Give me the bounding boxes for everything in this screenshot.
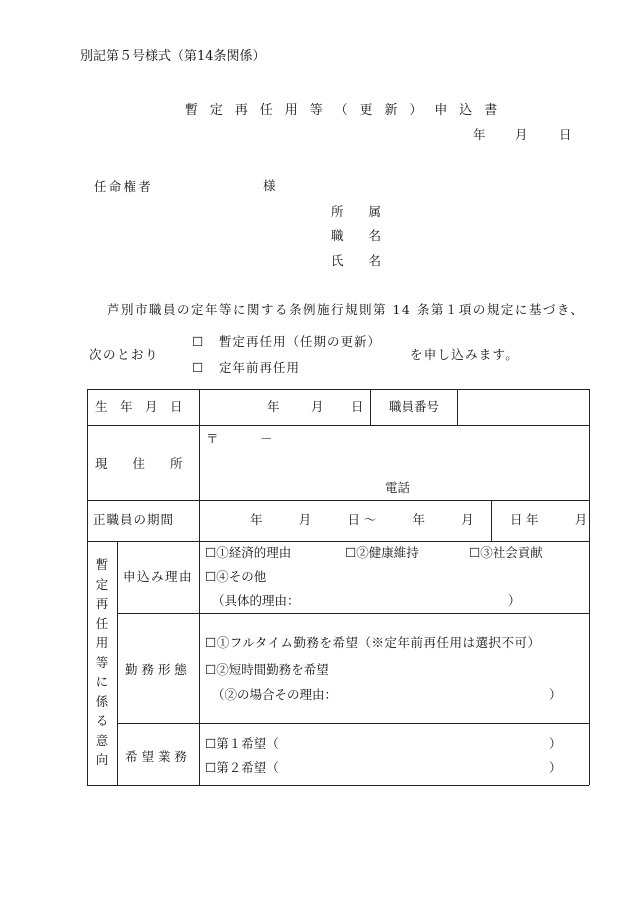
intent-char: 暫 — [95, 557, 109, 573]
intent-char: る — [95, 713, 109, 729]
intent-char: 係 — [95, 693, 109, 709]
addressee-label: 任命権者 — [94, 179, 154, 194]
reason-detail-close: ） — [508, 593, 521, 608]
postal-mark: 〒 — [206, 431, 219, 446]
desired-work-second-close: ） — [549, 760, 562, 775]
service-period-duration: 年 月 — [526, 512, 592, 527]
option-2-label: 定年前再任用 — [219, 360, 301, 375]
choice-prefix: 次のとおり — [89, 347, 160, 362]
intent-char: 任 — [95, 615, 109, 631]
intent-char: 定 — [95, 576, 109, 592]
address-label: 現 住 所 — [95, 456, 183, 471]
birth-month: 月 — [311, 399, 324, 414]
work-form-detail: （②の場合その理由： — [212, 687, 338, 702]
birth-date-label: 生 年 月 日 — [95, 399, 183, 414]
reason-economic-checkbox[interactable]: ☐①経済的理由 — [205, 545, 292, 560]
desired-work-first-checkbox[interactable]: ☐第１希望（ — [205, 736, 279, 751]
birth-day: 日 — [351, 399, 364, 414]
desired-work-label: 希 望 業 務 — [125, 749, 187, 764]
address-field[interactable] — [201, 447, 587, 477]
reason-social-checkbox[interactable]: ☐③社会貢献 — [469, 545, 543, 560]
option-1-box[interactable]: ☐ — [192, 334, 204, 349]
reason-label: 申込み理由 — [123, 569, 194, 584]
desired-work-second-checkbox[interactable]: ☐第２希望（ — [205, 760, 279, 775]
work-form-fulltime-checkbox[interactable]: ☐①フルタイム勤務を希望（※定年前再任用は選択不可） — [205, 635, 541, 650]
applicant-affiliation: 所 属 — [331, 204, 382, 219]
date-day: 日 — [559, 127, 572, 142]
option-1-label: 暫定再任用（任期の更新） — [219, 334, 382, 349]
work-form-detail-close: ） — [549, 687, 562, 702]
option-2-box[interactable]: ☐ — [192, 360, 204, 375]
postal-dash: － — [260, 431, 273, 446]
application-table — [87, 389, 592, 785]
reason-other-checkbox[interactable]: ☐④その他 — [205, 569, 267, 584]
intent-char: 等 — [95, 654, 109, 670]
desired-work-first-close: ） — [549, 736, 562, 751]
addressee-honorific: 様 — [263, 178, 276, 193]
work-form-label: 勤 務 形 態 — [125, 662, 187, 677]
work-form-shorttime-checkbox[interactable]: ☐②短時間勤務を希望 — [205, 662, 329, 677]
date-year: 年 — [473, 127, 486, 142]
service-period-text: 年 月 日～ 年 月 日 — [250, 512, 527, 527]
form-number: 別記第５号様式（第14条関係） — [80, 49, 266, 64]
intent-char: に — [95, 674, 109, 690]
staff-number-field[interactable] — [459, 391, 587, 423]
reason-detail: （具体的理由： — [212, 593, 300, 608]
phone-label: 電話 — [385, 480, 411, 495]
applicant-position: 職 名 — [331, 228, 382, 243]
intent-vertical-label — [87, 541, 117, 785]
staff-number-label: 職員番号 — [389, 399, 440, 414]
service-period-label: 正職員の期間 — [93, 512, 175, 527]
intent-char: 用 — [95, 635, 109, 651]
choice-suffix: を申し込みます。 — [410, 347, 520, 362]
intent-char: 意 — [95, 732, 109, 748]
page-title: 暫 定 再 任 用 等 （ 更 新 ） 申 込 書 — [185, 103, 502, 118]
date-month: 月 — [515, 127, 528, 142]
intent-char: 向 — [95, 752, 109, 768]
reason-health-checkbox[interactable]: ☐②健康維持 — [345, 545, 419, 560]
intro-text: 芦別市職員の定年等に関する条例施行規則第 14 条第１項の規定に基づき、 — [107, 302, 585, 317]
birth-year: 年 — [267, 399, 280, 414]
applicant-name: 氏 名 — [331, 253, 382, 268]
intent-char: 再 — [95, 596, 109, 612]
